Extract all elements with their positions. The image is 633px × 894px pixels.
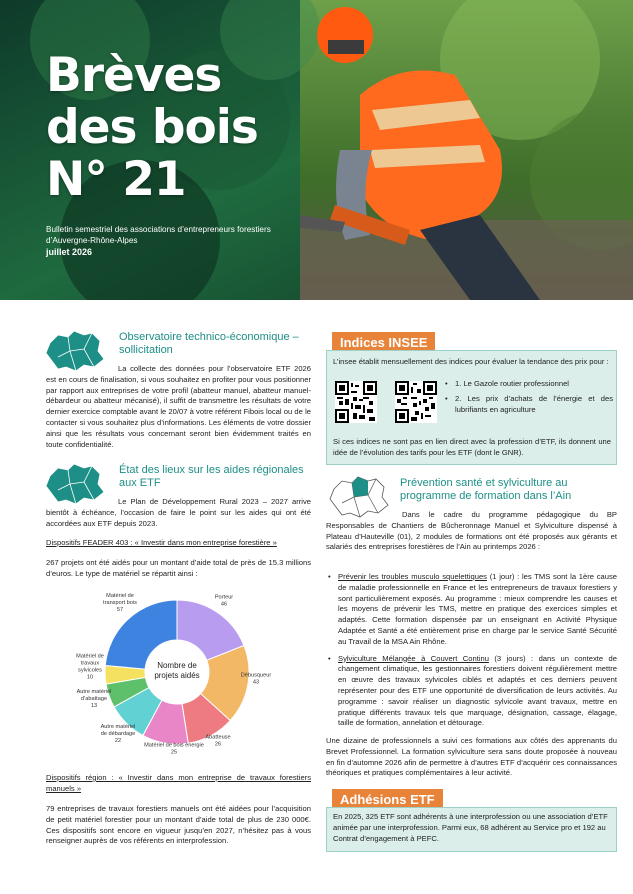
title-line-1: Brèves bbox=[46, 48, 222, 103]
header-banner bbox=[0, 0, 633, 300]
chart-title-line-2: projets aidés bbox=[154, 671, 200, 680]
qr-code-icon-2 bbox=[395, 381, 437, 423]
donut-label-7: Matériel de travaux sylvicoles 10 bbox=[76, 653, 104, 681]
donut-label-8: Matériel de transport bois 57 bbox=[103, 593, 137, 613]
adhesions-box bbox=[326, 807, 617, 852]
aides-title: État des lieux sur les aides régionales aux ETF bbox=[119, 464, 304, 489]
observatoire-text: La collecte des données pour l’observatoire ETF 2026 est en cours de finalisation, si vous souhaitez en profiter pour vous positionner par rapport aux entreprises de votre profil (abatteur manuel, abatteur manuel-débardeur ou abatteur mécanisé), il suffit de transmettre les résultats de votre dernier exercice comptable avant le 20/07 à votre référent Fibois local ou de le contacter si vous souhaitez plus d’informations. Les éléments de votre dossier ainsi que les résultats vous concernant seront bien évidemment traités en toute confidentialité. bbox=[46, 364, 311, 449]
insee-intro: L’insee établit mensuellement des indices pour évaluer la tendance des prix pour : bbox=[333, 357, 609, 366]
aides-text: Le Plan de Développement Rural 2023 – 2027 arrive bientôt à échéance, l’occasion de faire le point sur les aides qui ont été accordées aux ETF depuis 2023. bbox=[46, 497, 311, 528]
prevention-list bbox=[326, 572, 617, 733]
donut-label-6: Autre matériel d’abattage 13 bbox=[76, 689, 112, 709]
observatoire-title: Observatoire technico-économique – sollicitation bbox=[119, 331, 299, 356]
donut-label-5: Autre matériel de débardage 22 bbox=[100, 724, 136, 744]
donut-label-3: Abatteuse 26 bbox=[205, 734, 231, 748]
insee-title: Indices INSEE bbox=[332, 332, 435, 354]
insee-item-2: • 2. Les prix d’achats de l’énergie et des lubrifiants en agriculture bbox=[443, 394, 613, 416]
title-block bbox=[46, 50, 258, 206]
prevention-item-sylviculture: • Sylviculture Mélangée à Couvert Continu (3 jours) : dans un contexte de changement climatique, les gestionnaires forestiers doivent régulièrement mettre en œuvre des travaux sylvicoles ciblés et adaptés et ces derniers peuvent représenter pour des ETF une opportunité de diversification de leurs activités. Au programme : savoir réaliser un diagnostic sylvicole avant travaux, mettre en pratique différents travaux tels que marquage, désignation, cassage, élagage, taille de formation, annelation et détourage. bbox=[326, 654, 617, 730]
region-text: 79 entreprises de travaux forestiers manuels ont été aidées pour l’acquisition de petit matériel forestier pour un montant d’aide total de plus de 230 000€. Ces dispositifs sont encore en vigueur jusqu’en 2027, n’hésitez pas à vous renseigner auprès de vos référents en interprofession. bbox=[46, 804, 311, 846]
qr-code-icon-1 bbox=[335, 381, 377, 423]
donut-label-2: Débusqueur 43 bbox=[240, 672, 272, 686]
insee-footer: Si ces indices ne sont pas en lien direct avec la profession d’ETF, ils donnent une idée de l’évolution des tarifs pour les ETF (dont le GNR). bbox=[333, 437, 611, 457]
donut-label-1: Porteur 46 bbox=[214, 594, 234, 608]
prevention-outro: Une dizaine de professionnels a suivi ces formations aux côtés des apprenants du Brevet Professionnel. La formation sylviculture sera sans doute proposée à nouveau en fin d’automne 2026 afin de permettre à d’autres ETF d’acquérir ces connaissances théoriques et pratiques complémentaires à leur activité. bbox=[326, 736, 617, 778]
feader-text: 267 projets ont été aidés pour un montant d’aide total de près de 15.3 millions d’euros. Le type de matériel se répartit ainsi : bbox=[46, 558, 311, 578]
adhesions-title: Adhésions ETF bbox=[332, 789, 443, 811]
issue-date: juillet 2026 bbox=[46, 247, 93, 257]
prevention-intro: Dans le cadre du programme pédagogique du BP Responsables de Chantiers de Bûcheronnage Manuel et Sylviculture dispensé à Plateau d’Hauteville (01), 2 modules de formations ont été proposés aux gérants et salariés des entreprises forestières de l’Ain au printemps 2026 : bbox=[326, 510, 617, 552]
adhesions-text: En 2025, 325 ETF sont adhérents à une interprofession ou une association d’ETF animée par une interprofession. Parmi eux, 68 adhérent au Service pro et 192 au Contrat d’engagement à PEFC. bbox=[333, 812, 608, 843]
insee-item-1: • 1. Le Gazole routier professionnel bbox=[443, 379, 613, 390]
insee-list bbox=[443, 379, 613, 419]
feader-heading: Dispositifs FEADER 403 : « Investir dans mon entreprise forestière » bbox=[46, 538, 277, 547]
donut-label-4: Matériel de bois énergie 25 bbox=[144, 742, 204, 756]
region-heading: Dispositifs région : « Investir dans mon entreprise de travaux forestiers manuels » bbox=[46, 773, 311, 793]
title-line-2: des bois bbox=[46, 100, 258, 155]
insee-box bbox=[326, 350, 617, 465]
subtitle: Bulletin semestriel des associations d’entrepreneurs forestiers d’Auvergne-Rhône-Alpes bbox=[46, 225, 271, 245]
donut-chart bbox=[46, 592, 311, 757]
prevention-title: Prévention santé et sylviculture au programme de formation dans l’Ain bbox=[400, 477, 572, 502]
title-line-3: N° 21 bbox=[46, 152, 186, 207]
chart-title-line-1: Nombre de bbox=[157, 661, 197, 670]
prevention-item-tms: • Prévenir les troubles musculo squelettiques (1 jour) : les TMS sont la 1ère cause de maladie professionnelle en France et les entrepreneurs de travaux forestiers y sont particulièrement exposés. Au programme : mieux comprendre les causes et les moyens de prévenir les TMS, mettre en pratique des exercices simples et adaptés. Cette formation dispensée par un enseignant en Activité Physique Adaptée et Santé a été entièrement prise en charge par le service Santé Sécurité au Travail de la MSA Ain Rhône. bbox=[326, 572, 617, 648]
